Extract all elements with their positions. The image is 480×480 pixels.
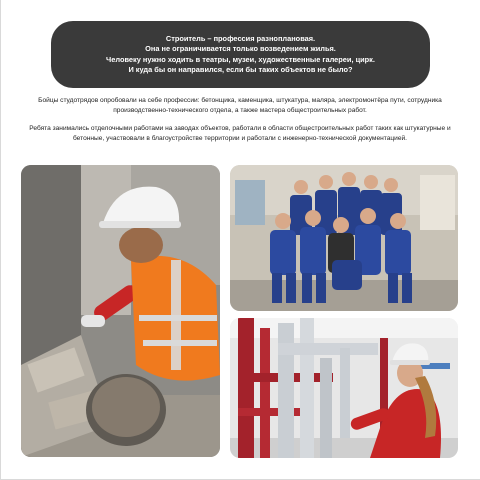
banner-line: Она не ограничивается только возведением жилья.	[145, 44, 336, 54]
student-team-photo	[230, 165, 458, 311]
professions-paragraph: Бойцы студотрядов опробовали на себе профессии: бетонщика, каменщика, штукатура, маляра, электромонтёра пути, сотрудника производственно-технического отдела, а также мастера общестроительных работ.	[38, 97, 442, 114]
banner-line: И куда бы он направился, если бы таких объектов не было?	[128, 64, 353, 74]
pipe-installation-photo	[230, 318, 458, 458]
quote-banner	[51, 21, 430, 88]
banner-line: Человеку нужно ходить в театры, музеи, художественные галереи, цирк.	[106, 54, 375, 64]
banner-line: Строитель – профессия разноплановая.	[165, 33, 316, 43]
worker-plastering-photo	[21, 165, 220, 457]
work-paragraph: Ребята занимались отделочными работами на заводах объектов, работали в области общестроительных работ таких как штукатурные и бетонные, участвовали в благоустройстве территории и работали с инженерно-технической документацией.	[29, 125, 451, 142]
frame-line-left	[0, 0, 1, 480]
